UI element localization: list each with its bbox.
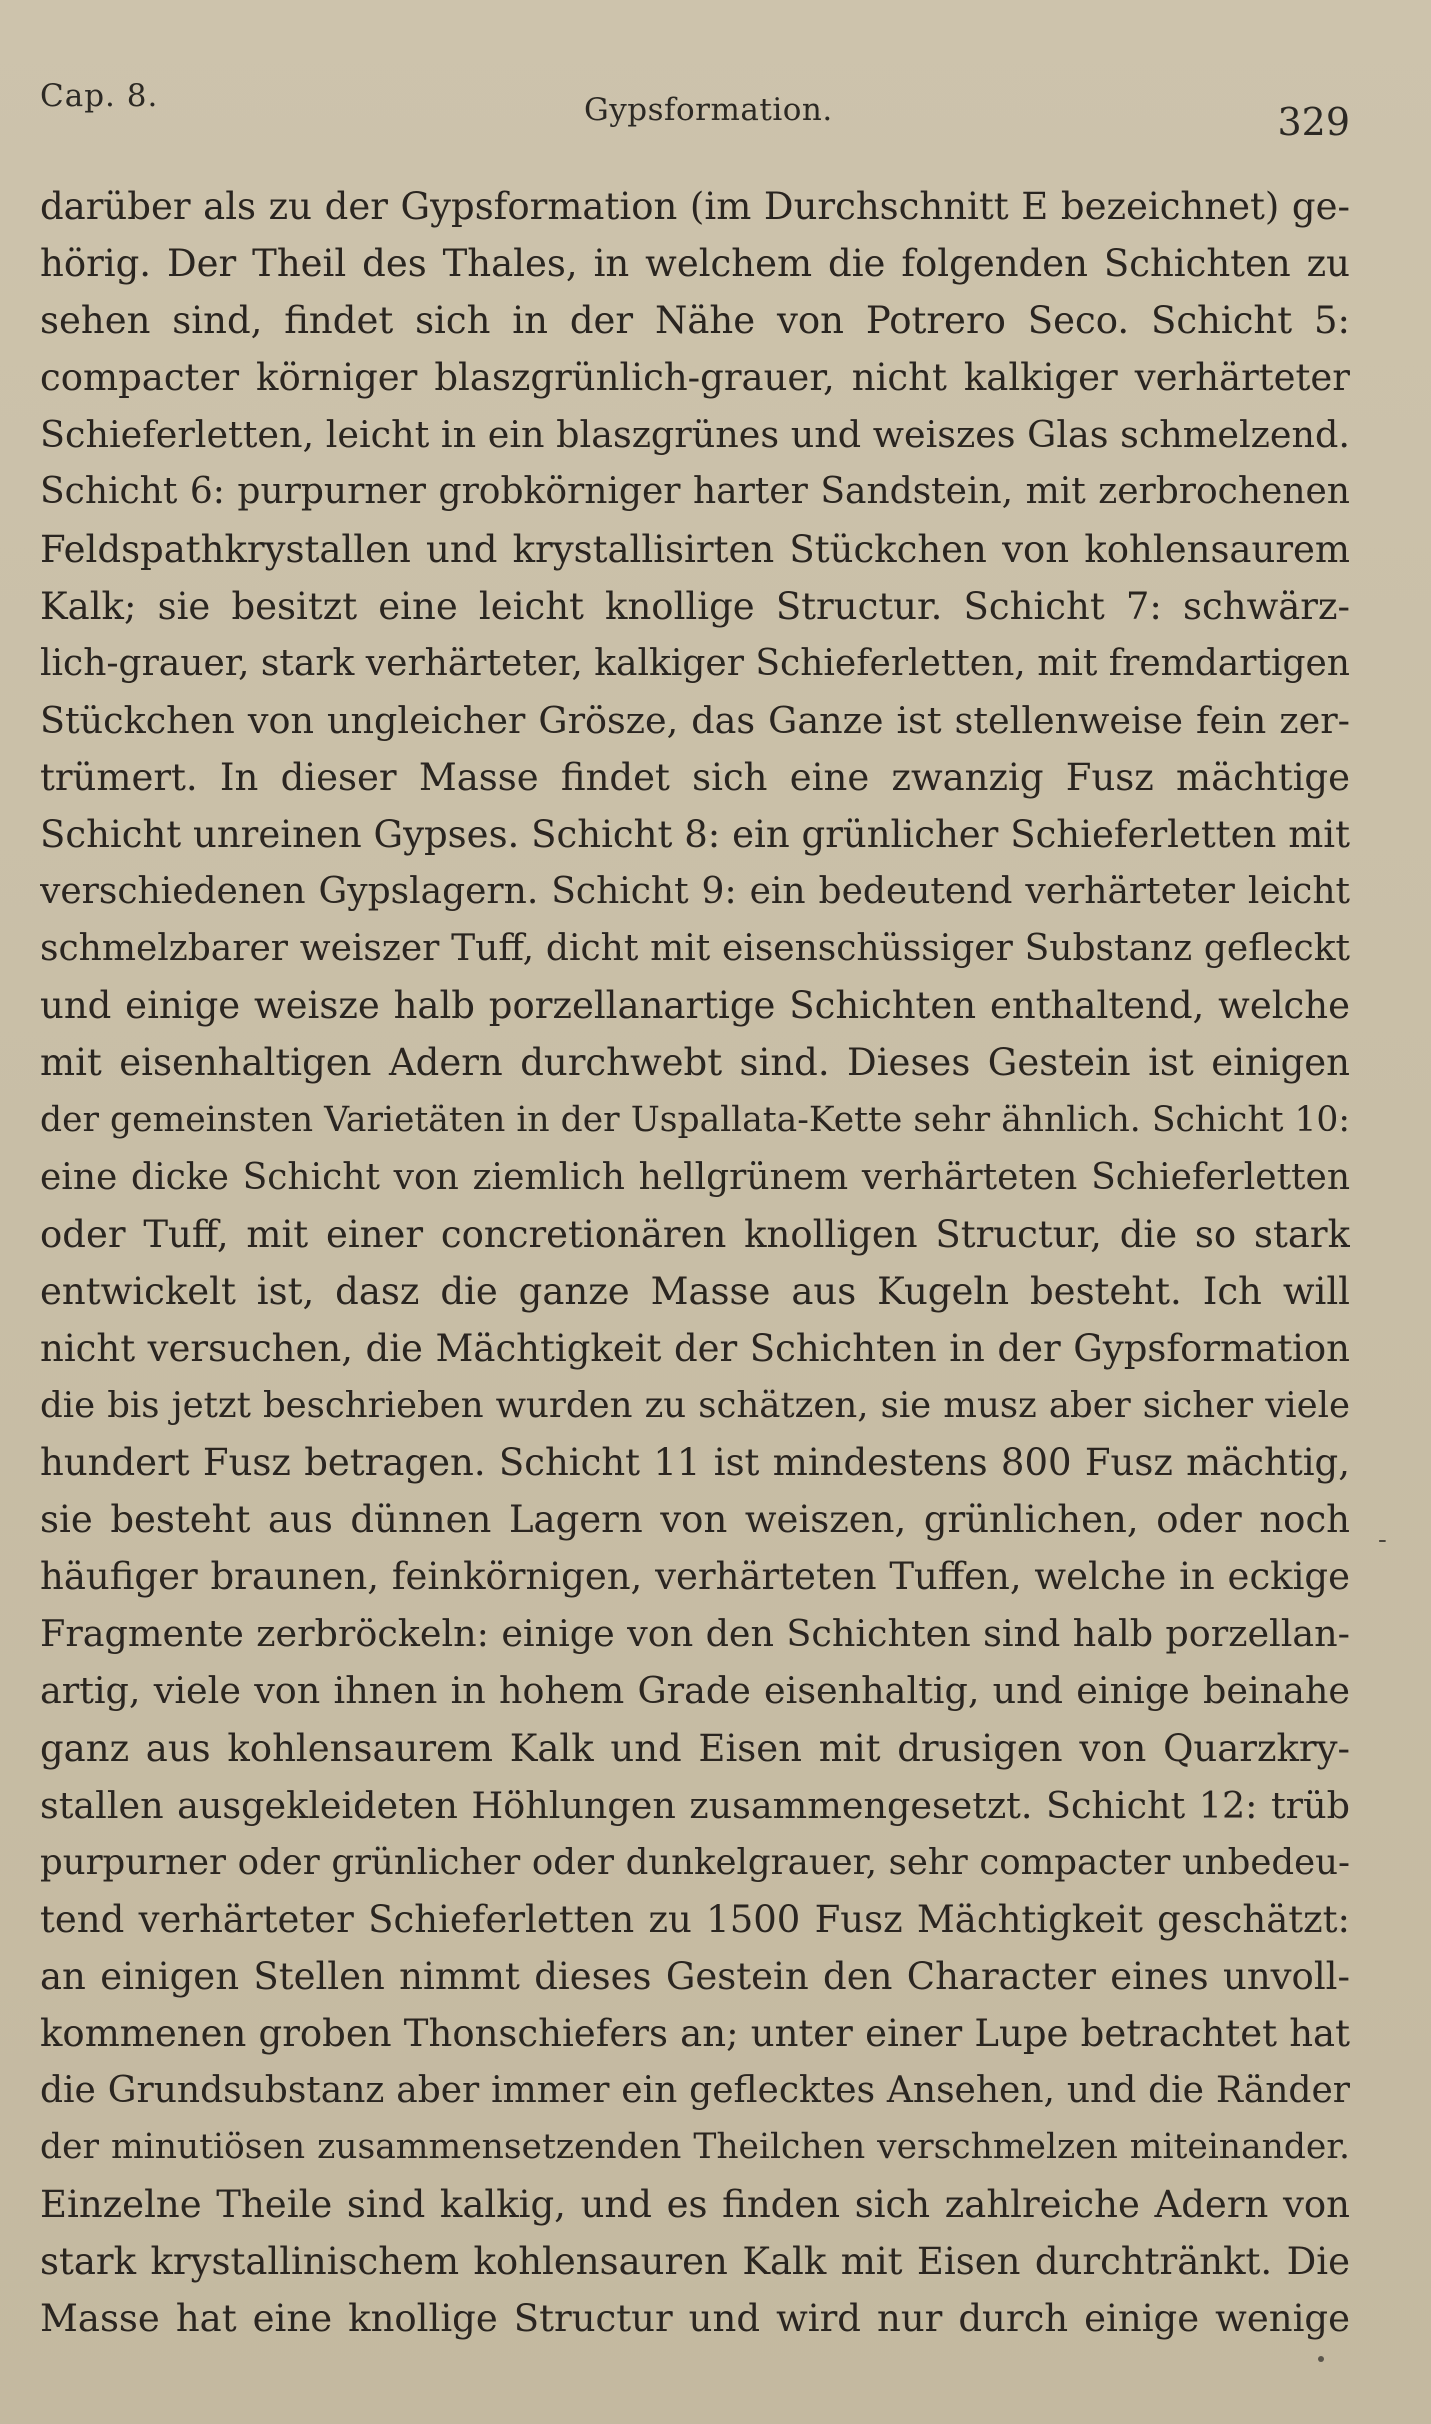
text-line: Kalk; sie besitzt eine leicht knollige Structur. Schicht 7: schwärz- [40,584,1350,628]
margin-mark: - [1378,1525,1387,1555]
text-line: compacter körniger blaszgrünlich-grauer, nicht kalkiger verhärteter [40,356,1350,400]
text-line: stark krystallinischem kohlensauren Kalk mit Eisen durchtränkt. Die [40,2240,1350,2284]
text-line: Fragmente zerbröckeln: einige von den Schichten sind halb porzellan- [40,1612,1350,1656]
print-speck [1318,2356,1324,2362]
text-line: der minutiösen zusammensetzenden Theilchen verschmelzen miteinander. [40,2127,1350,2168]
text-line: die bis jetzt beschrieben wurden zu schätzen, sie musz aber sicher viele [40,1384,1350,1426]
text-line: Schicht 6: purpurner grobkörniger harter Sandstein, mit zerbrochenen [40,471,1350,513]
text-line: tend verhärteter Schieferletten zu 1500 Fusz Mächtigkeit geschätzt: [40,1897,1350,1941]
text-line: die Grundsubstanz aber immer ein geflecktes Ansehen, und die Ränder [40,2070,1350,2112]
text-line: stallen ausgekleideten Höhlungen zusammengesetzt. Schicht 12: trüb [40,1783,1350,1827]
page-header [40,78,1350,144]
text-line: der gemeinsten Varietäten in der Uspallata-Kette sehr ähnlich. Schicht 10: [40,1099,1350,1140]
text-line: kommenen groben Thonschiefers an; unter einer Lupe betrachtet hat [40,2012,1350,2055]
text-line: oder Tuff, mit einer concretionären knolligen Structur, die so stark [40,1212,1350,1256]
text-line: eine dicke Schicht von ziemlich hellgrünem verhärteten Schieferletten [40,1156,1350,1198]
text-line: mit eisenhaltigen Adern durchwebt sind. Dieses Gestein ist einigen [40,1041,1350,1085]
text-line: trümert. In dieser Masse findet sich eine zwanzig Fusz mächtige [40,755,1350,799]
text-line: sie besteht aus dünnen Lagern von weiszen, grünlichen, oder noch [40,1498,1350,1542]
body-text [40,178,1350,2348]
text-line: hundert Fusz betragen. Schicht 11 ist mindestens 800 Fusz mächtig, [40,1441,1350,1485]
text-line: ganz aus kohlensaurem Kalk und Eisen mit drusigen von Quarzkry- [40,1726,1350,1770]
text-line: lich-grauer, stark verhärteter, kalkiger Schieferletten, mit fremdartigen [40,642,1350,684]
running-title: Gypsformation. [584,92,833,128]
text-line: Schieferletten, leicht in ein blaszgrünes und weiszes Glas schmelzend. [40,413,1350,457]
chapter-label: Cap. 8. [40,78,159,114]
text-line: artig, viele von ihnen in hohem Grade eisenhaltig, und einige beinahe [40,1669,1350,1713]
text-line: nicht versuchen, die Mächtigkeit der Schichten in der Gypsformation [40,1326,1350,1370]
text-line: schmelzbarer weiszer Tuff, dicht mit eisenschüssiger Substanz gefleckt [40,928,1350,970]
text-line: und einige weisze halb porzellanartige Schichten enthaltend, welche [40,984,1350,1028]
text-line: hörig. Der Theil des Thales, in welchem die folgenden Schichten zu [40,242,1350,286]
text-line: Feldspathkrystallen und krystallisirten Stückchen von kohlensaurem [40,527,1350,571]
text-line: purpurner oder grünlicher oder dunkelgrauer, sehr compacter unbedeu- [40,1841,1350,1883]
text-line: häufiger braunen, feinkörnigen, verhärteten Tuffen, welche in eckige [40,1555,1350,1599]
page-number: 329 [1277,100,1350,144]
text-line: sehen sind, findet sich in der Nähe von Potrero Seco. Schicht 5: [40,299,1350,343]
text-line: Masse hat eine knollige Structur und wird nur durch einige wenige [40,2297,1350,2341]
text-line: Schicht unreinen Gypses. Schicht 8: ein grünlicher Schieferletten mit [40,813,1350,857]
text-line: an einigen Stellen nimmt dieses Gestein den Character eines unvoll- [40,1954,1350,1998]
text-line: verschiedenen Gypslagern. Schicht 9: ein bedeutend verhärteter leicht [40,871,1350,913]
text-line: darüber als zu der Gypsformation (im Durchschnitt E bezeichnet) ge- [40,185,1350,228]
text-line: entwickelt ist, dasz die ganze Masse aus Kugeln besteht. Ich will [40,1269,1350,1313]
text-line: Einzelne Theile sind kalkig, und es finden sich zahlreiche Adern von [40,2183,1350,2227]
text-line: Stückchen von ungleicher Grösze, das Ganze ist stellenweise fein zer- [40,698,1350,742]
